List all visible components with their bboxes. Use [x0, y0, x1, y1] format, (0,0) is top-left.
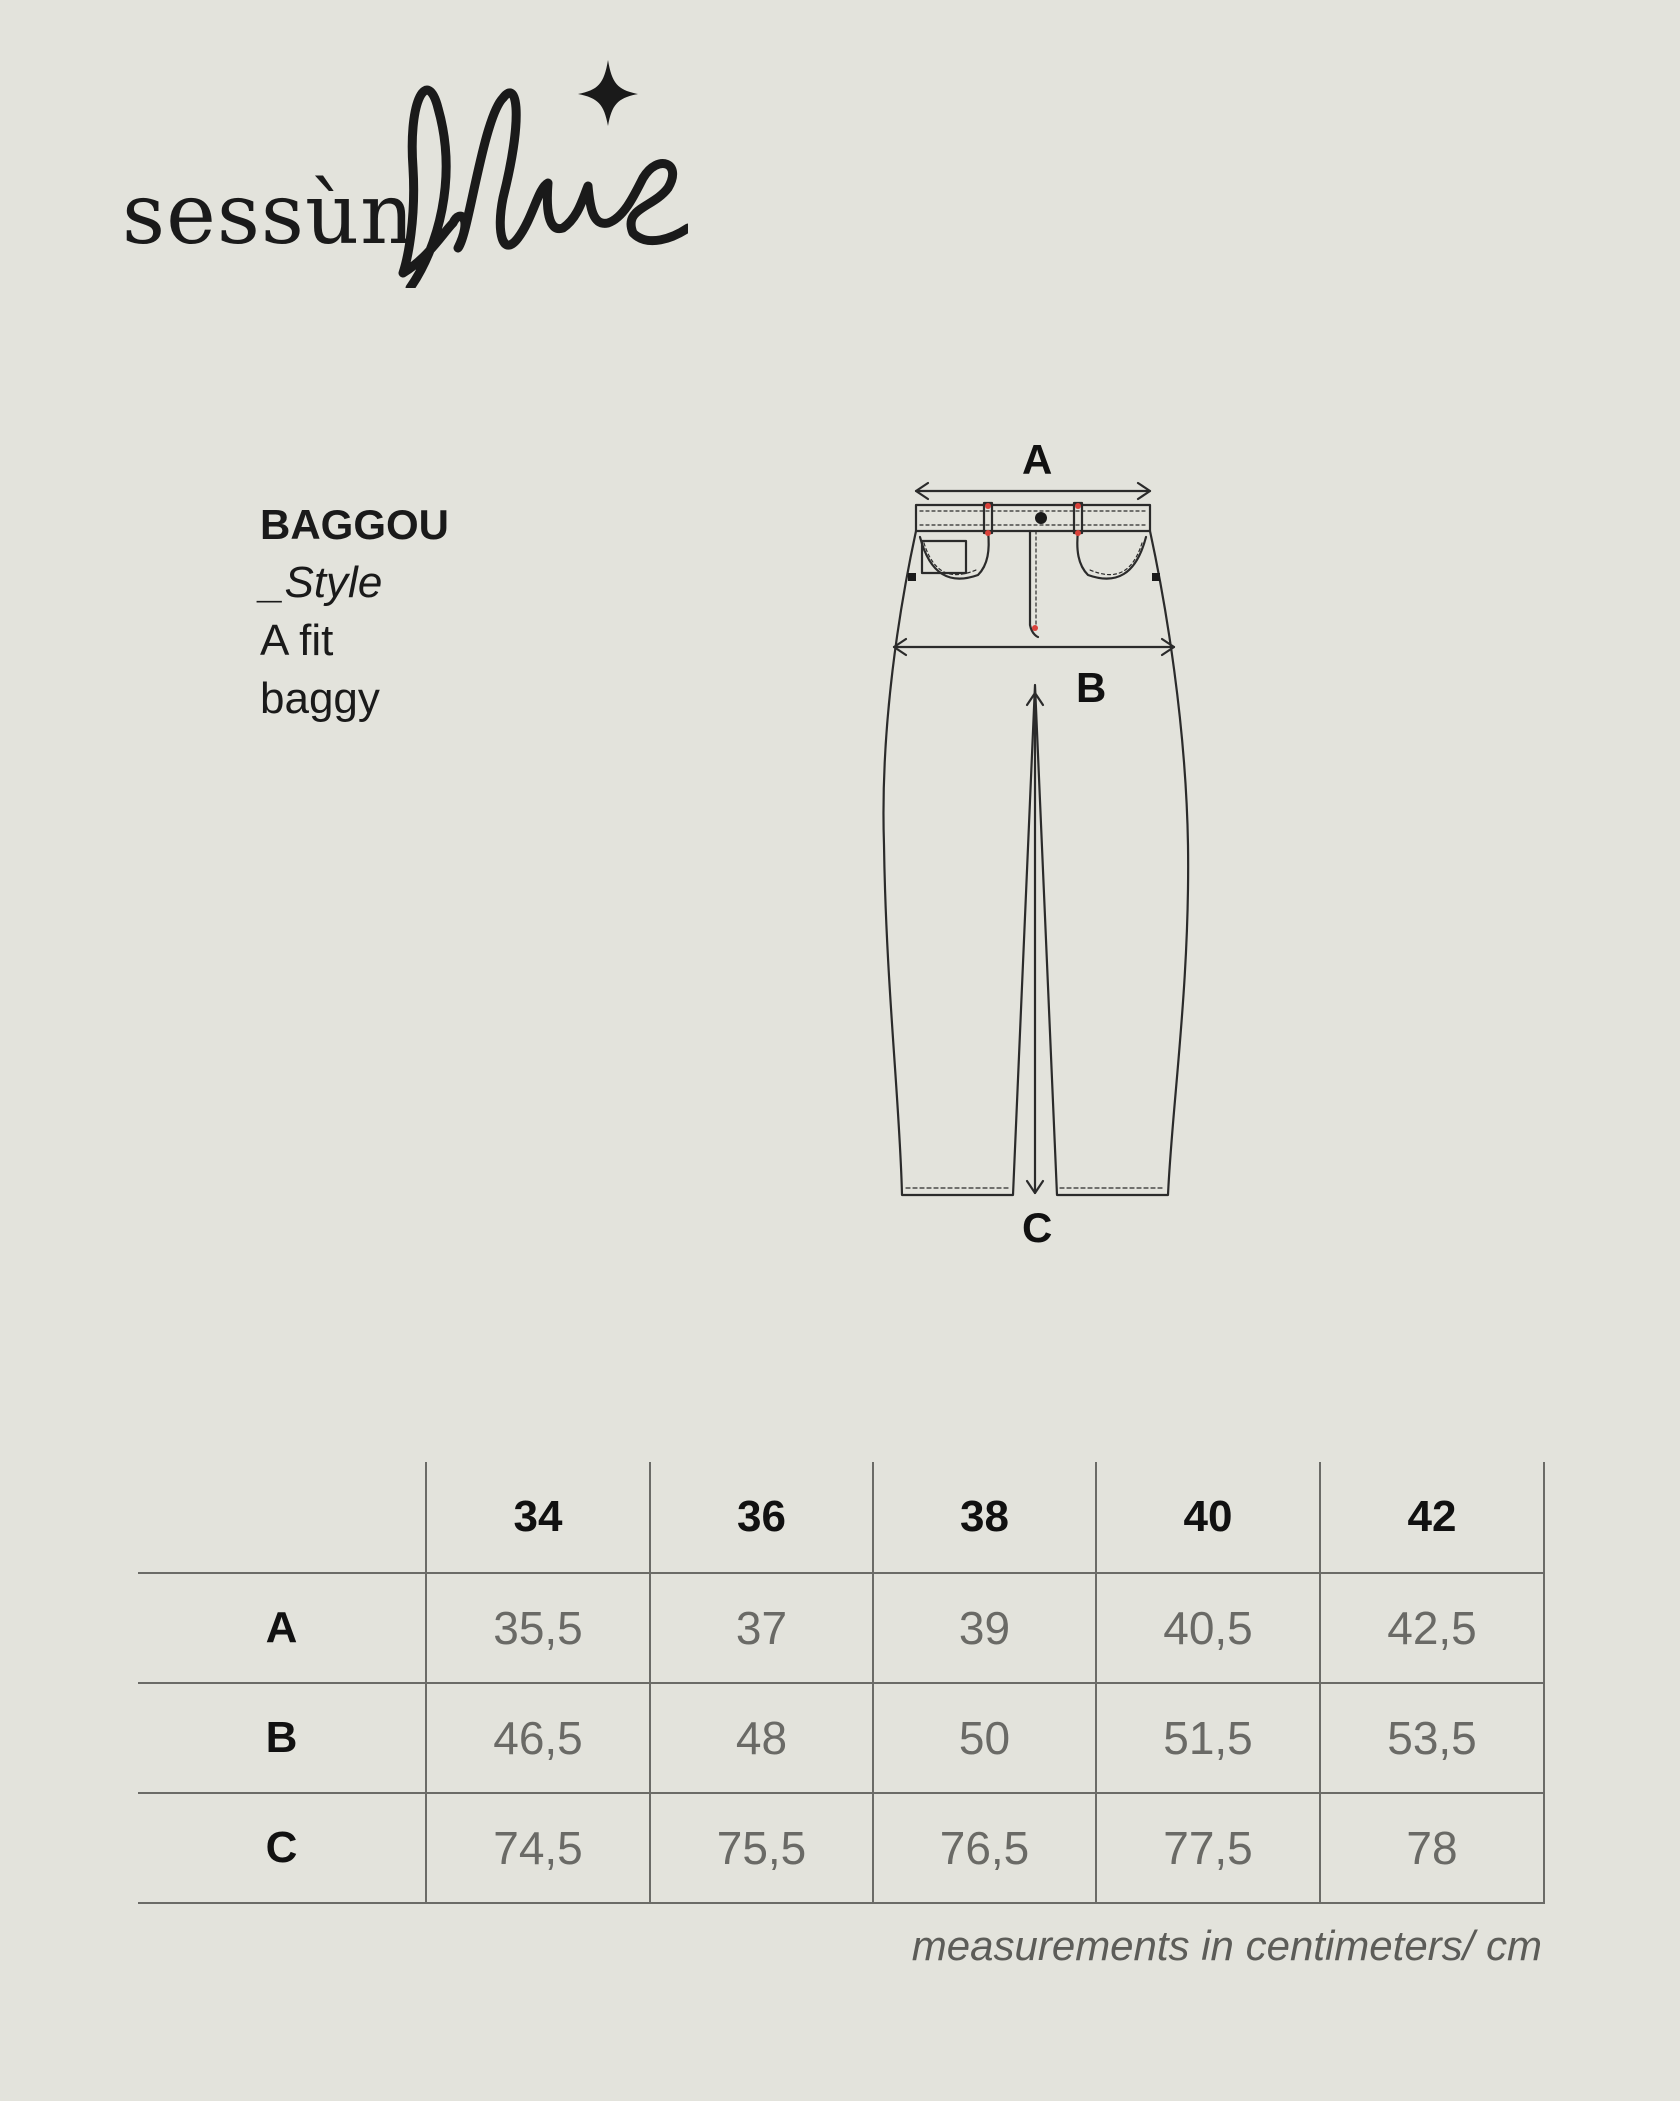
measurement-cell: 40,5 [1096, 1573, 1320, 1683]
measurement-cell: 51,5 [1096, 1683, 1320, 1793]
product-name: BAGGOU [260, 501, 449, 548]
size-header: 36 [650, 1462, 873, 1573]
logo-wordmark: sessùn [122, 165, 416, 263]
measurement-cell: 37 [650, 1573, 873, 1683]
jeans-illustration [860, 425, 1200, 1255]
star-icon [578, 60, 638, 126]
product-style-block [260, 496, 449, 728]
measurement-cell: 42,5 [1320, 1573, 1544, 1683]
row-label: C [138, 1793, 426, 1903]
table-header-row [138, 1462, 1544, 1573]
table-row [138, 1793, 1544, 1903]
measurement-cell: 78 [1320, 1793, 1544, 1903]
jeans-measurement-diagram [860, 425, 1200, 1255]
measurement-cell: 46,5 [426, 1683, 650, 1793]
measurement-cell: 77,5 [1096, 1793, 1320, 1903]
logo-script-blue [398, 58, 688, 288]
table-row [138, 1683, 1544, 1793]
measurement-cell: 39 [873, 1573, 1096, 1683]
table-row [138, 1573, 1544, 1683]
measurement-cell: 53,5 [1320, 1683, 1544, 1793]
measurement-cell: 48 [650, 1683, 873, 1793]
measurement-cell: 50 [873, 1683, 1096, 1793]
fit-line-2: baggy [260, 674, 380, 723]
measurement-cell: 74,5 [426, 1793, 650, 1903]
table-corner-cell [138, 1462, 426, 1573]
size-chart-table [138, 1462, 1545, 1904]
brand-logo [118, 58, 688, 288]
measurement-cell: 75,5 [650, 1793, 873, 1903]
row-label: B [138, 1683, 426, 1793]
size-header: 38 [873, 1462, 1096, 1573]
measurement-cell: 76,5 [873, 1793, 1096, 1903]
diagram-label-c: C [1022, 1204, 1053, 1251]
measurement-cell: 35,5 [426, 1573, 650, 1683]
diagram-label-a: A [1022, 436, 1053, 483]
fit-line-1: A fit [260, 616, 334, 665]
size-header: 42 [1320, 1462, 1544, 1573]
size-header: 34 [426, 1462, 650, 1573]
units-note: measurements in centimeters/ cm [911, 1922, 1542, 1969]
row-label: A [138, 1573, 426, 1683]
size-header: 40 [1096, 1462, 1320, 1573]
style-label: _Style [260, 558, 383, 607]
diagram-label-b: B [1076, 664, 1107, 711]
